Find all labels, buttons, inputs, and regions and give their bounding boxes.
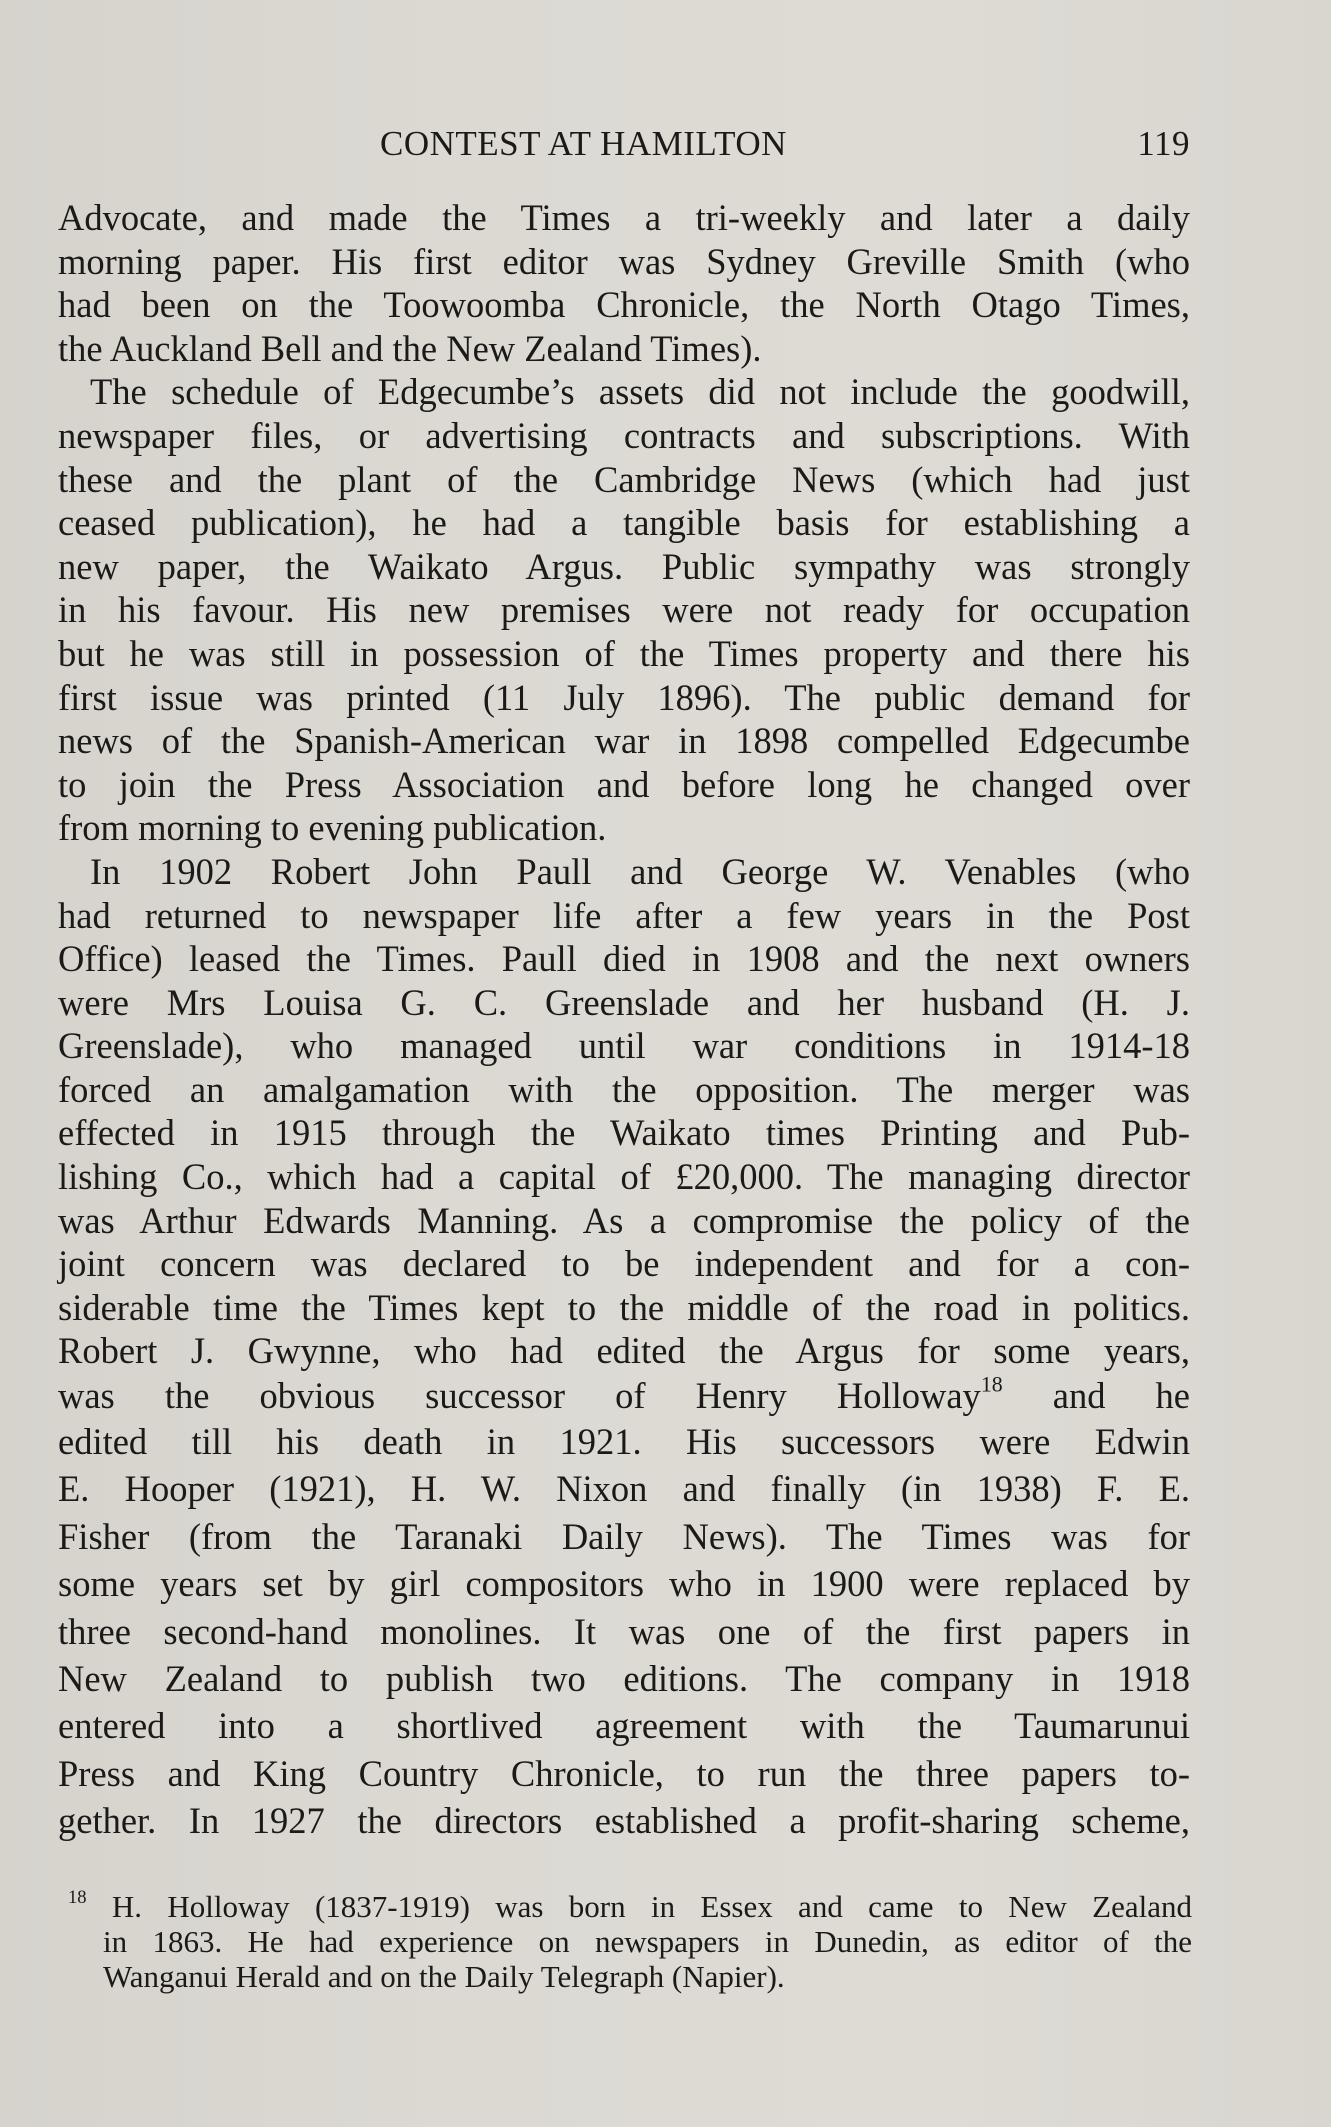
- text-line: morning paper. His first editor was Sydney Greville Smith (who: [58, 240, 1190, 282]
- text-line: effected in 1915 through the Waikato times Printing and Pub-: [58, 1112, 1190, 1154]
- text-line: The schedule of Edgecumbe’s assets did not include the goodwill,: [90, 371, 1190, 413]
- text-segment: was the obvious successor of Henry Holloway: [58, 1375, 981, 1417]
- text-line: some years set by girl compositors who in 1900 were replaced by: [58, 1563, 1190, 1605]
- text-line: gether. In 1927 the directors established a profit-sharing scheme,: [58, 1800, 1190, 1842]
- text-line: newspaper files, or advertising contracts and subscriptions. With: [58, 414, 1190, 456]
- text-line: Advocate, and made the Times a tri-weekly and later a daily: [58, 197, 1190, 238]
- text-line: these and the plant of the Cambridge News (which had just: [58, 458, 1190, 500]
- text-segment: H. Holloway (1837-1919) was born in Essex and came to New Zealand: [111, 1889, 1192, 1924]
- text-line: in his favour. His new premises were not ready for occupation: [58, 589, 1190, 631]
- text-line: three second-hand monolines. It was one of the first papers in: [58, 1610, 1190, 1652]
- text-line: Greenslade), who managed until war conditions in 1914-18: [58, 1025, 1190, 1067]
- footnote-line: in 1863. He had experience on newspapers in Dunedin, as editor of the: [103, 1924, 1192, 1959]
- text-line: New Zealand to publish two editions. The company in 1918: [58, 1658, 1190, 1700]
- text-line: but he was still in possession of the Times property and there his: [58, 632, 1190, 674]
- text-line: joint concern was declared to be independent and for a con-: [58, 1243, 1190, 1285]
- text-line: Press and King Country Chronicle, to run the three papers to-: [58, 1752, 1190, 1794]
- text-line: had returned to newspaper life after a few years in the Post: [58, 894, 1190, 936]
- text-line-with-footnote-ref: [58, 1373, 1190, 1419]
- text-line: first issue was printed (11 July 1896). The public demand for: [58, 676, 1190, 718]
- text-line: from morning to evening publication.: [58, 807, 607, 849]
- text-line: were Mrs Louisa G. C. Greenslade and her husband (H. J.: [58, 981, 1190, 1023]
- running-title: CONTEST AT HAMILTON: [380, 124, 787, 163]
- text-line: to join the Press Association and before long he changed over: [58, 763, 1190, 805]
- footnote-marker: 18: [68, 1887, 87, 1909]
- text-line: forced an amalgamation with the opposition. The merger was: [58, 1068, 1190, 1110]
- text-line: siderable time the Times kept to the middle of the road in politics.: [58, 1286, 1190, 1328]
- text-line: ceased publication), he had a tangible basis for establishing a: [58, 502, 1190, 544]
- footnote-line: Wanganui Herald and on the Daily Telegraph (Napier).: [103, 1959, 785, 1994]
- page-number: 119: [1137, 124, 1190, 163]
- text-line: Fisher (from the Taranaki Daily News). The Times was for: [58, 1515, 1190, 1557]
- text-line: Robert J. Gwynne, who had edited the Argus for some years,: [58, 1330, 1190, 1372]
- text-segment: and he: [1052, 1375, 1191, 1417]
- text-line: the Auckland Bell and the New Zealand Times).: [58, 327, 762, 369]
- text-line: edited till his death in 1921. His successors were Edwin: [58, 1421, 1190, 1463]
- text-line: new paper, the Waikato Argus. Public sympathy was strongly: [58, 545, 1190, 587]
- footnote-reference: 18: [980, 1371, 1003, 1397]
- text-line: E. Hooper (1921), H. W. Nixon and finally (in 1938) F. E.: [58, 1468, 1190, 1510]
- text-line: was Arthur Edwards Manning. As a compromise the policy of the: [58, 1199, 1190, 1241]
- text-line: Office) leased the Times. Paull died in 1908 and the next owners: [58, 938, 1190, 980]
- text-line: news of the Spanish-American war in 1898 compelled Edgecumbe: [58, 720, 1190, 762]
- footnote: [68, 1889, 1192, 1994]
- text-line: had been on the Toowoomba Chronicle, the North Otago Times,: [58, 284, 1190, 326]
- text-line: In 1902 Robert John Paull and George W. Venables (who: [90, 850, 1190, 892]
- body-text: [58, 196, 1190, 1845]
- text-line: lishing Co., which had a capital of £20,000. The managing director: [58, 1156, 1190, 1198]
- text-line: entered into a shortlived agreement with the Taumarunui: [58, 1705, 1190, 1747]
- footnote-line: [68, 1889, 1192, 1924]
- page-header: [380, 124, 1190, 168]
